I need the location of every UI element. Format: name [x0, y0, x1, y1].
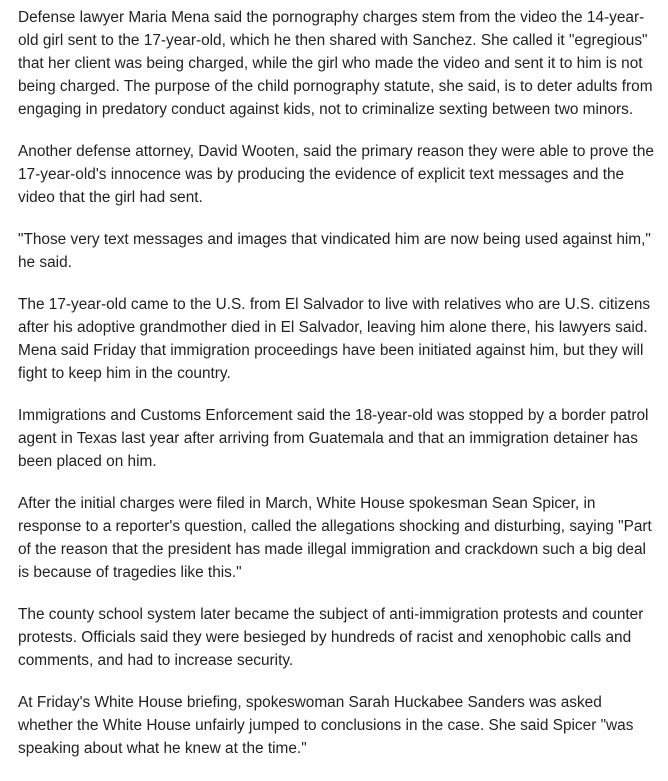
paragraph-defense-attorney-wooten: Another defense attorney, David Wooten, said the primary reason they were able to prove the 17-year-old's innocence was by producing the evidence of explicit text messages and the video that the girl had sent.	[18, 143, 654, 206]
paragraph-el-salvador-background: The 17-year-old came to the U.S. from El Salvador to live with relatives who are U.S. citizens after his adoptive grandmother died in El Salvador, leaving him alone there, his lawyers said. Mena said Friday that immigration proceedings have been initiated against him, but they will fight to keep him in the country.	[18, 296, 651, 382]
paragraph-sanders-briefing: At Friday's White House briefing, spokeswoman Sarah Huckabee Sanders was asked whether the White House unfairly jumped to conclusions in the case. She said Spicer "was speaking about what he knew at the time."	[18, 694, 634, 757]
paragraph-defense-lawyer-mena: Defense lawyer Maria Mena said the pornography charges stem from the video the 14-year-old girl sent to the 17-year-old, which he then shared with Sanchez. She called it "egregious" that her client was being charged, while the girl who made the video and sent it to him is not being charged. The purpose of the child pornography statute, she said, is to deter adults from engaging in predatory conduct against kids, not to criminalize sexting between two minors.	[18, 9, 653, 118]
paragraph-spicer-response: After the initial charges were filed in March, White House spokesman Sean Spicer, in response to a reporter's question, called the allegations shocking and disturbing, saying "Part of the reason that the president has made illegal immigration and crackdown such a big deal is because of tragedies like this."	[18, 495, 652, 581]
paragraph-school-protests: The county school system later became the subject of anti-immigration protests and counter protests. Officials said they were besieged by hundreds of racist and xenophobic calls and comments, and had to increase security.	[18, 606, 644, 669]
paragraph-ice-statement: Immigrations and Customs Enforcement said the 18-year-old was stopped by a border patrol agent in Texas last year after arriving from Guatemala and that an immigration detainer has been placed on him.	[18, 407, 649, 470]
paragraph-wooten-quote: "Those very text messages and images that vindicated him are now being used against him," he said.	[18, 231, 651, 271]
